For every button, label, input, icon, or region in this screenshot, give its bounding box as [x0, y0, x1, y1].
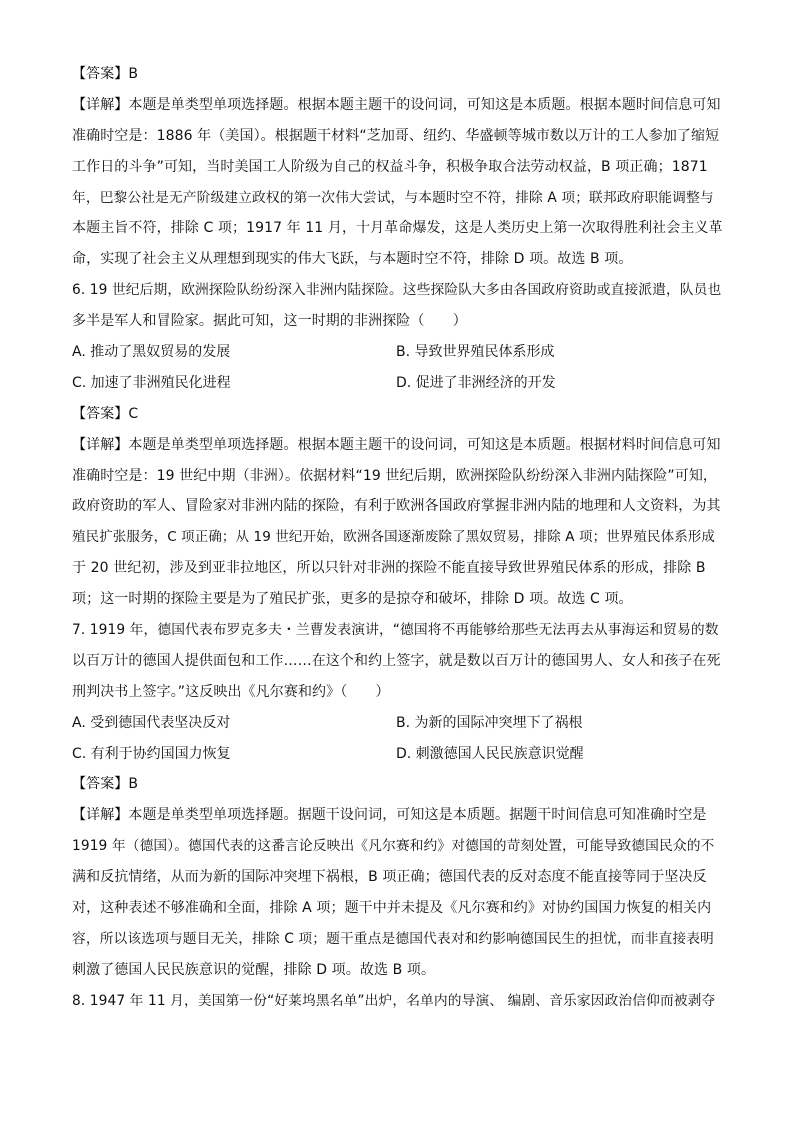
q7-options-row [72, 744, 724, 764]
q6-detail-line: 政府资助的军人、冒险家对非洲内陆的探险，有利于欧洲各国政府掌握非洲内陆的地理和人文资料，为其 [72, 498, 721, 515]
q7-detail-line: 满和反抗情绪，从而为新的国际冲突埋下祸根，B 项正确；德国代表的反对态度不能直接等同于坚决反 [72, 869, 707, 886]
q5-detail-line: 年，巴黎公社是无产阶级建立政权的第一次伟大尝试，与本题时空不符，排除 A 项；联邦政府职能调整与 [72, 189, 714, 206]
q6-option-b: B. 导致世界殖民体系形成 [396, 344, 555, 361]
q6-answer-line [72, 404, 724, 424]
page-content [72, 64, 724, 1022]
q6-options-row [72, 373, 724, 393]
q6-options-row [72, 342, 724, 362]
q6-answer-value: C [128, 405, 139, 422]
q7-stem-line: 刑判决书上签字。”这反映出《凡尔赛和约》（ ） [72, 683, 390, 700]
q5-detail-line: 工作日的斗争”可知，当时美国工人阶级为自己的权益斗争，积极争取合法劳动权益，B 项正确；1871 [72, 158, 708, 175]
q7-answer-value: B [128, 776, 139, 793]
q7-stem-line: 7. 1919 年，德国代表布罗克多夫・兰曹发表演讲，“德国将不再能够给那些无法再去从事海运和贸易的数 [72, 622, 719, 639]
answer-label: 【答案】 [72, 405, 129, 422]
q5-detail-text: 本题是单类型单项选择题。根据本题主题干的设问词，可知这是本质题。根据本题时间信息可知 [128, 96, 721, 113]
q6-stem-line: 多半是军人和冒险家。据此可知，这一时期的非洲探险（ ） [72, 313, 467, 330]
q7-option-b: B. 为新的国际冲突埋下了祸根 [396, 714, 583, 731]
q6-detail-line [72, 435, 724, 455]
q6-option-d: D. 促进了非洲经济的开发 [396, 374, 556, 391]
q7-option-d: D. 刺激德国人民民族意识觉醒 [396, 745, 584, 762]
q6-stem-line: 6. 19 世纪后期，欧洲探险队纷纷深入非洲内陆探险。这些探险队大多由各国政府资助或直接派遣，队员也 [72, 282, 722, 299]
q7-option-a: A. 受到德国代表坚决反对 [72, 714, 231, 731]
q6-detail-line: 殖民扩张服务，C 项正确；从 19 世纪开始，欧洲各国逐渐废除了黑奴贸易，排除 A 项；世界殖民体系形成 [72, 529, 715, 546]
q5-detail-line: 命，实现了社会主义从理想到现实的伟大飞跃，与本题时空不符，排除 D 项。故选 B 项。 [72, 251, 633, 268]
q5-detail-line: 准确时空是：1886 年（美国）。根据题干材料“芝加哥、纽约、华盛顿等城市数以万计的工人参加了缩短 [72, 127, 720, 144]
q6-detail-line: 于 20 世纪初，涉及到亚非拉地区，所以只针对非洲的探险不能直接导致世界殖民体系的形成，排除 B [72, 560, 706, 577]
q6-option-a: A. 推动了黑奴贸易的发展 [72, 344, 231, 361]
q7-detail-line: 容，所以该选项与题目无关，排除 C 项；题干重点是德国代表对和约影响德国民生的担忧，而非直接表明 [72, 930, 714, 947]
q7-detail-line: 对，这种表述不够准确和全面，排除 A 项；题干中并未提及《凡尔赛和约》对协约国国力恢复的相关内 [72, 900, 712, 917]
answer-label: 【答案】 [72, 66, 129, 82]
answer-label: 【答案】 [72, 776, 129, 793]
q7-answer-line [72, 774, 724, 794]
q6-detail-text: 本题是单类型单项选择题。根据本题主题干的设问词，可知这是本质题。根据材料时间信息可知 [128, 436, 721, 453]
q6-detail-line: 准确时空是：19 世纪中期（非洲）。依据材料“19 世纪后期，欧洲探险队纷纷深入非洲内陆探险”可知， [72, 467, 718, 484]
detail-label: 【详解】 [72, 96, 129, 113]
q8-stem-line: 8. 1947 年 11 月，美国第一份“好莱坞黑名单”出炉，名单内的导演、 编剧、音乐家因政治信仰而被剥夺 [72, 992, 716, 1009]
q6-detail-line: 项；这一时期的探险主要是为了殖民扩张，更多的是掠夺和破坏，排除 D 项。故选 C 项。 [72, 591, 633, 608]
detail-label: 【详解】 [72, 436, 129, 453]
q5-detail-line [72, 95, 724, 115]
q7-options-row [72, 713, 724, 733]
q7-stem-line: 以百万计的德国人提供面包和工作……在这个和约上签字，就是数以百万计的德国男人、女人和孩子在死 [72, 652, 721, 669]
q7-detail-line: 刺激了德国人民民族意识的觉醒，排除 D 项。故选 B 项。 [72, 961, 436, 978]
q7-detail-line: 1919 年（德国）。德国代表的这番言论反映出《凡尔赛和约》对德国的苛刻处置，可能导致德国民众的不 [72, 838, 715, 855]
q7-detail-line [72, 805, 724, 825]
q7-option-c: C. 有利于协约国国力恢复 [72, 745, 231, 762]
detail-label: 【详解】 [72, 807, 129, 824]
q5-answer-value: B [128, 66, 139, 82]
q5-detail-line: 本题主旨不符，排除 C 项；1917 年 11 月，十月革命爆发，这是人类历史上第一次取得胜利社会主义革 [72, 220, 723, 237]
q6-option-c: C. 加速了非洲殖民化进程 [72, 374, 231, 391]
q5-answer-line [72, 64, 724, 84]
q7-detail-text: 本题是单类型单项选择题。据题干设问词，可知这是本质题。据题干时间信息可知准确时空是 [128, 807, 707, 824]
